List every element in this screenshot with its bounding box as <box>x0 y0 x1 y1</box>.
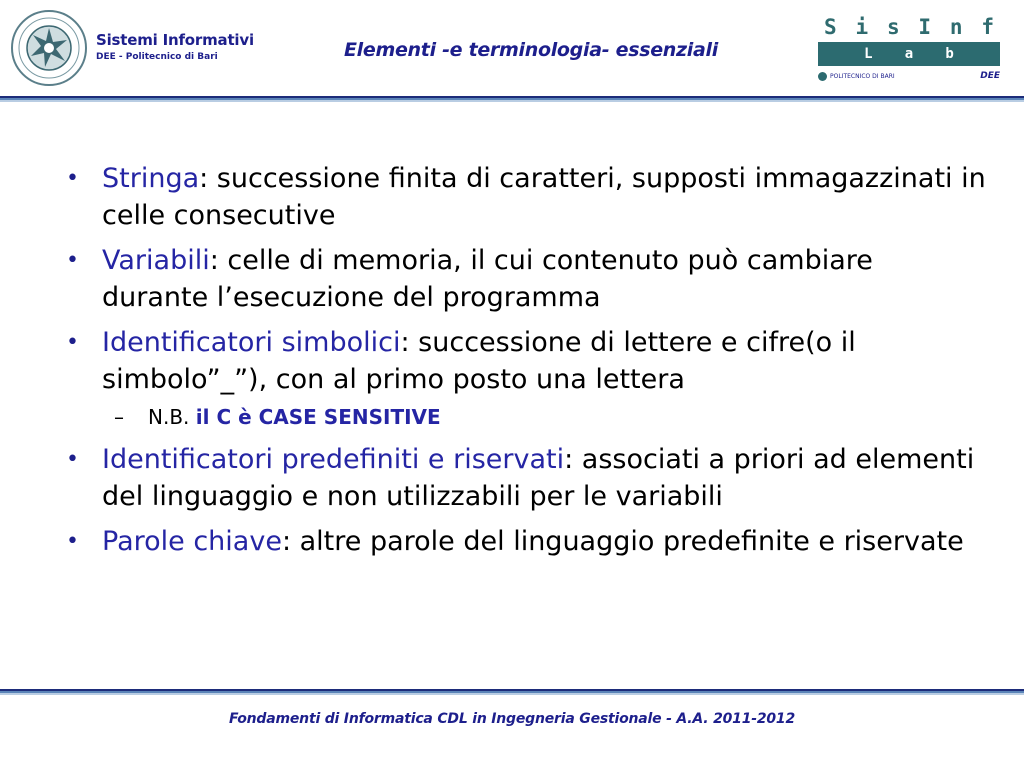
sub-item-note <box>114 402 986 432</box>
dash-icon: – <box>114 405 124 429</box>
list-item-identificatori-predefiniti <box>66 441 986 515</box>
slide-footer <box>0 711 1024 727</box>
logo-footer <box>818 70 1000 82</box>
lab-bar <box>818 42 1000 66</box>
list-item-stringa <box>66 160 986 234</box>
footer-divider <box>0 689 1024 695</box>
sisinf-letter: n <box>949 15 963 39</box>
slide-content <box>66 160 986 568</box>
lab-letter: L <box>864 46 873 62</box>
term-definition: : associati a priori ad elementi del linguaggio e non utilizzabili per le variabili <box>102 444 975 512</box>
sisinf-letter: I <box>918 15 932 39</box>
org-subtitle: DEE - Politecnico di Bari <box>96 52 218 62</box>
lab-letter: a <box>904 46 914 62</box>
term-label: Stringa <box>102 163 200 194</box>
slide-header <box>0 0 1024 96</box>
list-item-text <box>102 242 986 316</box>
sisinf-wordmark <box>818 15 1000 40</box>
term-definition: : successione finita di caratteri, supposti immagazzinati in celle consecutive <box>102 163 986 231</box>
slide-title: Elementi -e terminologia- essenziali <box>344 39 718 61</box>
sisinf-letter: s <box>886 15 900 39</box>
politecnico-mark <box>818 72 895 81</box>
politecnico-text: POLITECNICO DI BARI <box>830 72 895 80</box>
bullet-icon: • <box>66 529 79 554</box>
note-prefix: N.B. <box>148 405 196 429</box>
sisinf-lab-logo <box>818 15 1000 82</box>
term-definition: : successione di lettere e cifre(o il simbolo”_”), con al primo posto una lettera <box>102 327 856 395</box>
term-definition: : celle di memoria, il cui contenuto può cambiare durante l’esecuzione del programma <box>102 245 873 313</box>
politecnico-emblem-icon <box>818 72 827 81</box>
term-label: Parole chiave <box>102 526 282 557</box>
list-item-identificatori-simbolici <box>66 324 986 398</box>
bullet-icon: • <box>66 330 79 355</box>
course-label: Fondamenti di Informatica CDL in Ingegneria Gestionale - A.A. 2011-2012 <box>228 711 796 727</box>
lab-letter: b <box>945 46 954 62</box>
list-item-text <box>102 160 986 234</box>
sisinf-letter: f <box>981 15 994 39</box>
org-name: Sistemi Informativi <box>96 31 254 49</box>
bullet-icon: • <box>66 166 79 191</box>
term-label: Variabili <box>102 245 210 276</box>
dee-mark: DEE <box>980 71 1000 81</box>
politecnico-seal-icon <box>10 9 88 87</box>
term-label: Identificatori predefiniti e riservati <box>102 444 565 475</box>
term-label: Identificatori simbolici <box>102 327 401 358</box>
list-item-parole-chiave <box>66 523 986 560</box>
bullet-icon: • <box>66 248 79 273</box>
sisinf-letter: S <box>824 15 837 39</box>
list-item-text <box>102 441 986 515</box>
list-item-text <box>102 523 986 560</box>
sisinf-letter: i <box>855 15 869 39</box>
note-emphasis: il C è CASE SENSITIVE <box>195 405 441 429</box>
list-item-text <box>102 324 986 398</box>
term-definition: : altre parole del linguaggio predefinite e riservate <box>281 526 964 557</box>
sub-item-text <box>148 402 441 432</box>
list-item-variabili <box>66 242 986 316</box>
header-divider <box>0 96 1024 102</box>
bullet-icon: • <box>66 447 79 472</box>
